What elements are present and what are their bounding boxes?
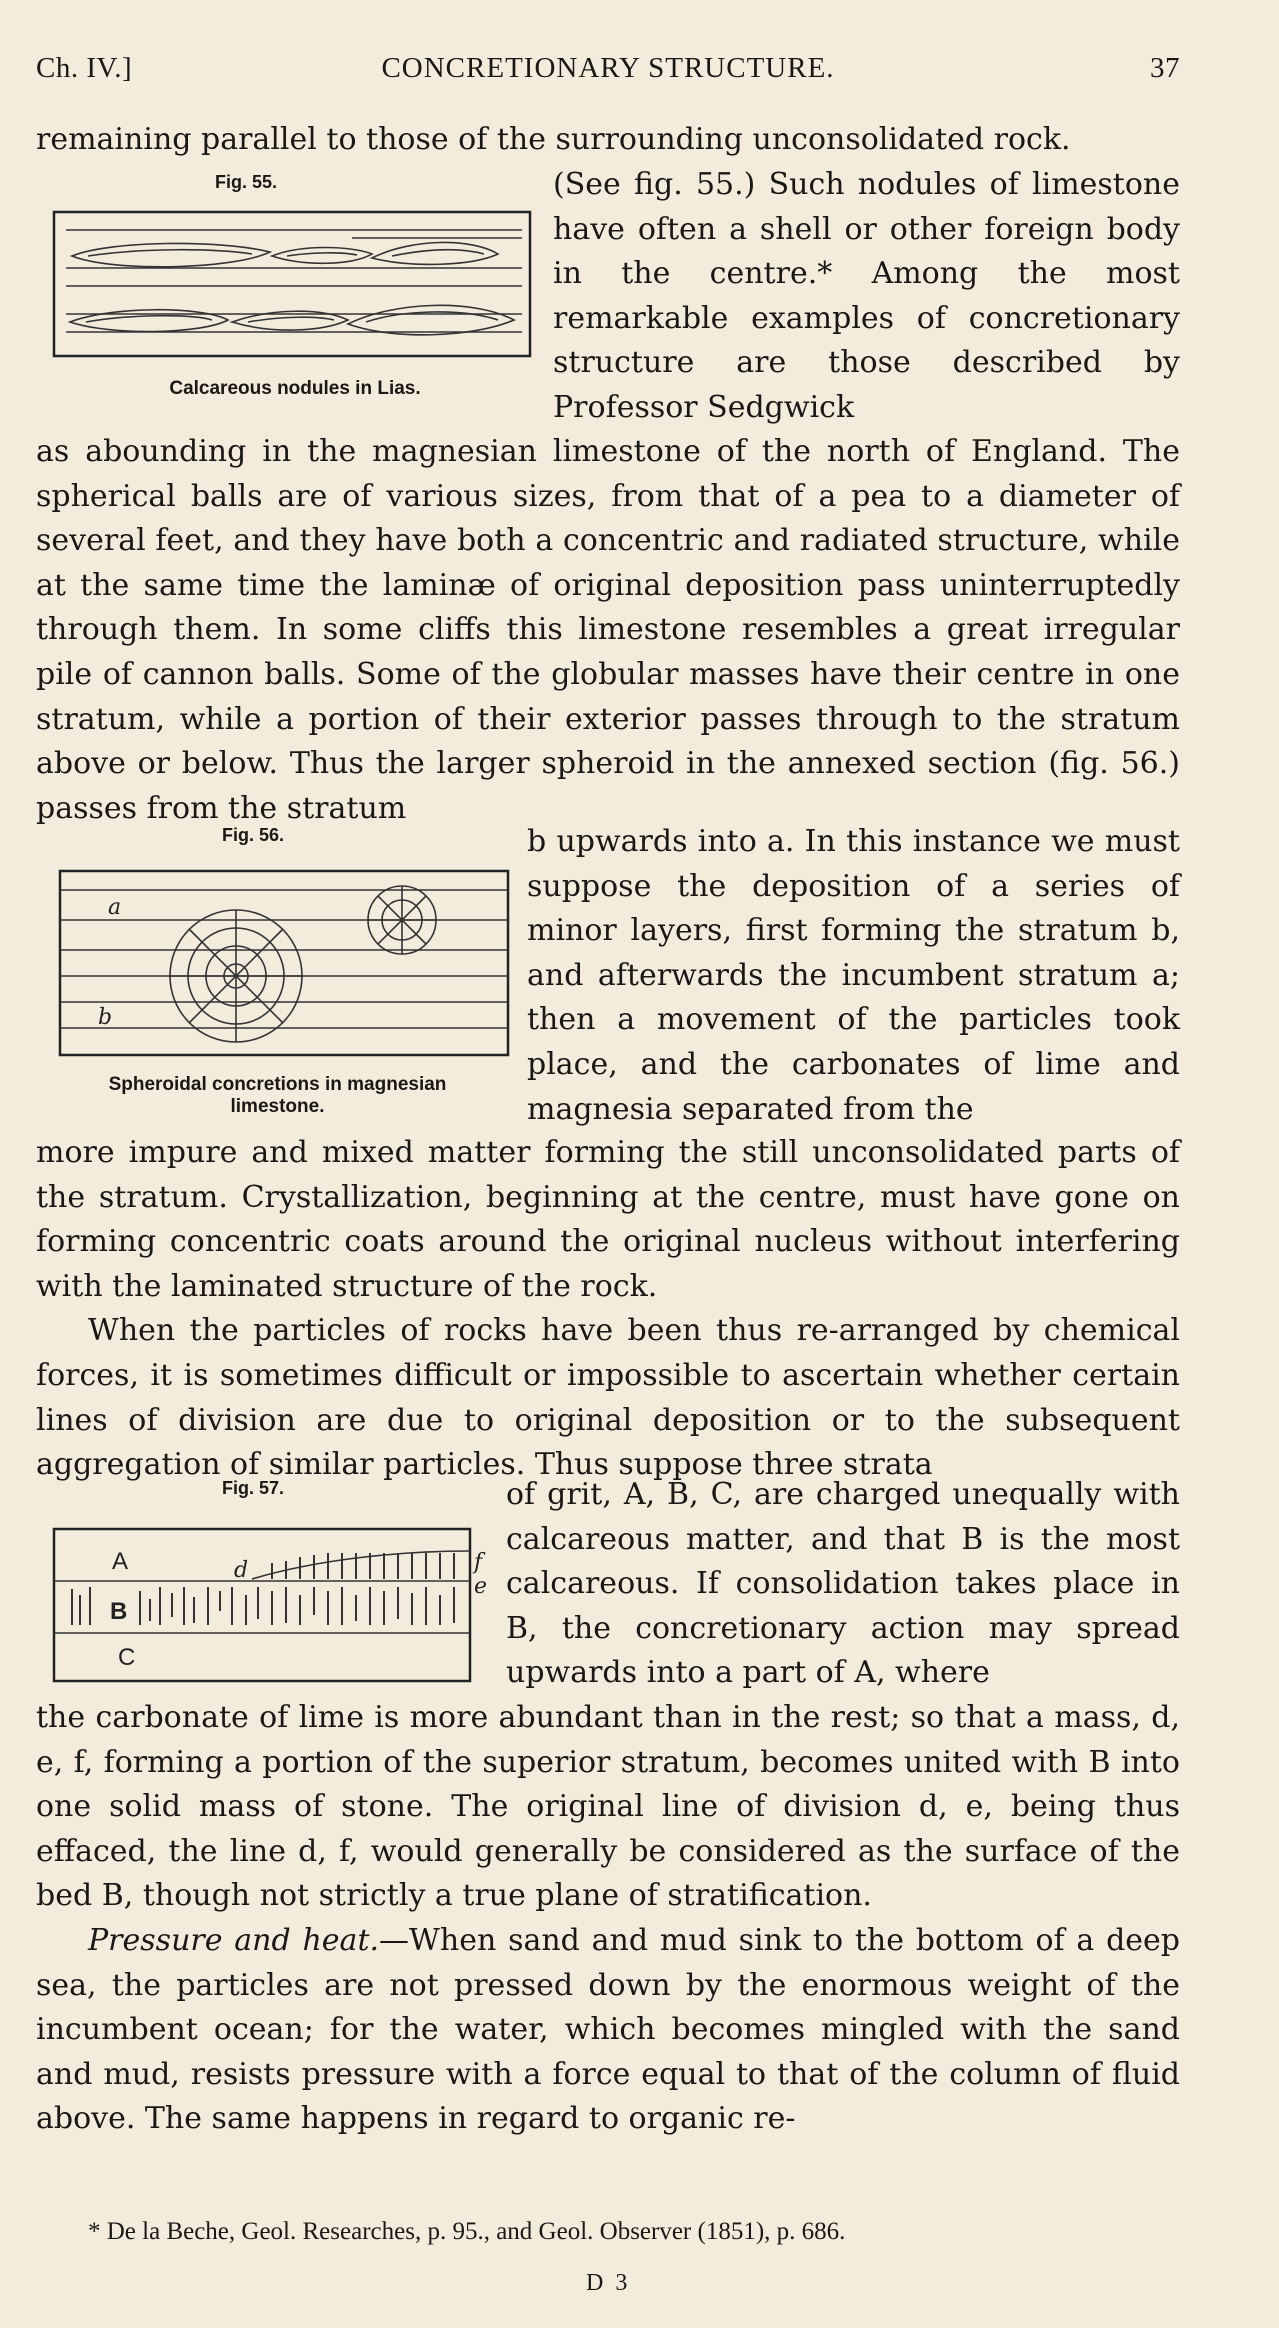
paragraph: (See fig. 55.) Such nodules of limestone have often a shell or other foreign body in the centre.* Among the most remarkable examples of concretionary structure are those described by Professor Sedgwick bbox=[553, 167, 1180, 425]
paragraph: When the particles of rocks have been thus re-arranged by chemical forces, it is sometimes difficult or impossible to ascertain whether certain lines of division are due to original deposition or to the subsequent aggregation of similar particles. Thus suppose three strata bbox=[36, 1313, 1180, 1483]
pressure-paragraph bbox=[36, 1919, 1180, 2142]
paragraph: b upwards into a. In this instance we must suppose the deposition of a series of minor layers, first forming the stratum b, and afterwards the incumbent stratum a; then a movement of the particles took place, and the carbonates of lime and magnesia separated from the bbox=[527, 824, 1180, 1127]
fig56-stratum-a: a bbox=[108, 895, 122, 920]
fig55-illustration bbox=[52, 208, 532, 360]
pressure-text: —When sand and mud sink to the bottom of a deep sea, the particles are not pressed down by the enormous weight of the incumbent ocean; for the water, which becomes mingled with the sand and mud, resists pressure with a force equal to that of the column of fluid above. The same happens in regard to organic re- bbox=[36, 1922, 1180, 2137]
fig57-stratum-b: B bbox=[110, 1598, 128, 1625]
opening-line bbox=[36, 118, 1180, 163]
fig57-label: Fig. 57. bbox=[222, 1478, 285, 1498]
fig55-label: Fig. 55. bbox=[215, 172, 278, 192]
paragraph: more impure and mixed matter forming the still unconsolidated parts of the stratum. Crystallization, beginning at the centre, must have gone on forming concentric coats around the original nucleus without interfering with the laminated structure of the rock. bbox=[36, 1135, 1180, 1304]
page-number: 37 bbox=[1150, 52, 1180, 84]
fig56-side-text bbox=[527, 820, 1180, 1132]
fig57-stratum-a: A bbox=[112, 1548, 129, 1575]
fig57-mark-d: d bbox=[234, 1558, 249, 1583]
fig57-mark-e: e bbox=[474, 1574, 488, 1599]
fig56-caption bbox=[50, 1074, 505, 1118]
body-middle bbox=[36, 1131, 1180, 1488]
fig56-label: Fig. 56. bbox=[222, 825, 285, 845]
footnote: * De la Beche, Geol. Researches, p. 95., and Geol. Observer (1851), p. 686. bbox=[88, 2218, 846, 2245]
fig55-caption: Calcareous nodules in Lias. bbox=[169, 378, 421, 399]
paragraph: remaining parallel to those of the surrounding unconsolidated rock. bbox=[36, 122, 1071, 157]
fig56-caption-line1: Spheroidal concretions in magnesian bbox=[108, 1074, 447, 1095]
fig56-illustration bbox=[58, 868, 510, 1058]
fig57-side-text bbox=[506, 1473, 1180, 1696]
fig56-caption-line2: limestone. bbox=[230, 1096, 325, 1117]
paragraph: the carbonate of lime is more abundant than in the rest; so that a mass, d, e, f, forming a portion of the superior stratum, becomes united with B into one solid mass of stone. The original line of division d, e, being thus effaced, the line d, f, would generally be considered as the surface of the bed B, though not strictly a true plane of stratification. bbox=[36, 1700, 1180, 1914]
paragraph: as abounding in the magnesian limestone of the north of England. The spherical balls are of various sizes, from that of a pea to a diameter of several feet, and they have both a concentric and radiated structure, while at the same time the laminæ of original deposition pass uninterruptedly through them. In some cliffs this limestone resembles a great irregular pile of cannon balls. Some of the globular masses have their centre in one stratum, while a portion of their exterior passes through to the stratum above or below. Thus the larger spheroid in the annexed section (fig. 56.) passes from the stratum bbox=[36, 434, 1180, 826]
fig56-stratum-b: b bbox=[98, 1005, 113, 1030]
body-main bbox=[36, 430, 1180, 831]
paragraph: of grit, A, B, C, are charged unequally with calcareous matter, and that B is the most calcareous. If consolidation takes place in B, the concretionary action may spread upwards into a part of A, where bbox=[506, 1477, 1180, 1691]
body-lower bbox=[36, 1696, 1180, 2142]
pressure-heading: Pressure and heat. bbox=[88, 1922, 380, 1958]
running-title: CONCRETIONARY STRUCTURE. bbox=[381, 52, 835, 84]
chapter-label: Ch. IV.] bbox=[36, 52, 133, 84]
fig57-illustration bbox=[52, 1525, 500, 1685]
fig57-stratum-c: C bbox=[118, 1644, 136, 1671]
signature-mark: D 3 bbox=[586, 2270, 631, 2296]
running-header bbox=[36, 52, 1180, 98]
fig55-side-text bbox=[553, 163, 1180, 431]
fig57-mark-f: f bbox=[474, 1550, 483, 1575]
